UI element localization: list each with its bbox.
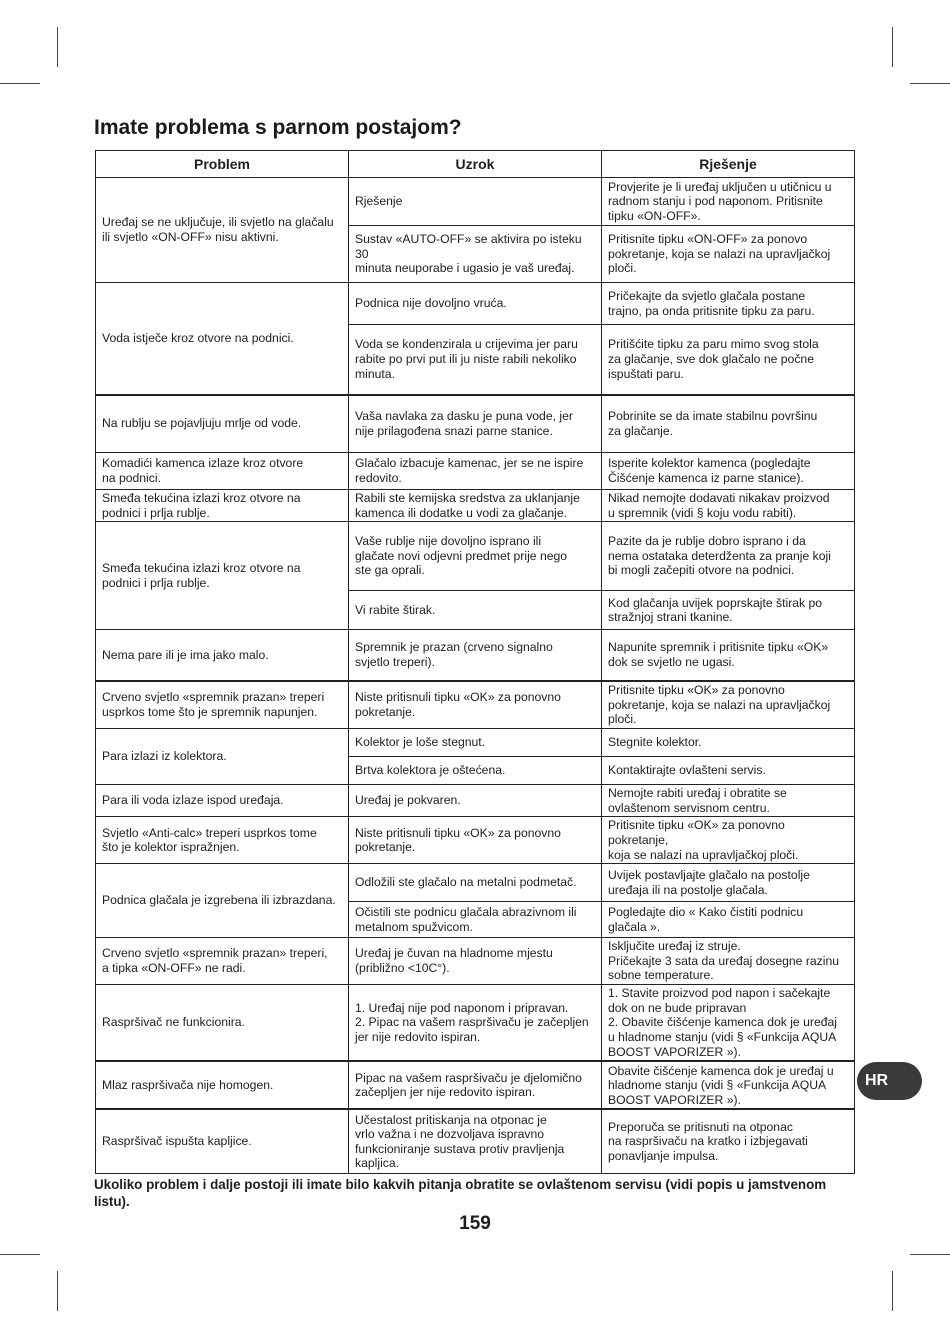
crop-mark bbox=[910, 83, 950, 84]
problem-cell bbox=[96, 1061, 349, 1109]
solution-cell bbox=[602, 395, 855, 453]
cause-text: Rabili ste kemijska sredstva za uklanjanje kamenca ili dodatke u vodi za glačanje. bbox=[355, 491, 580, 520]
cause-text: Učestalost pritiskanja na otponac je vrlo važna i ne dozvoljava ispravno funkcioniranje sustava protiv pravljenja kapljica. bbox=[355, 1112, 565, 1171]
cause-cell bbox=[349, 490, 602, 522]
table-row bbox=[96, 1109, 855, 1173]
cause-text: Niste pritisnuli tipku «OK» za ponovno pokretanje. bbox=[355, 690, 561, 719]
cause-cell bbox=[349, 395, 602, 453]
solution-text: Stegnite kolektor. bbox=[608, 735, 702, 750]
solution-cell bbox=[602, 1061, 855, 1109]
solution-text: Isključite uređaj iz struje. Pričekajte 3 sata da uređaj dosegne razinu sobne temperature. bbox=[608, 939, 840, 983]
cause-text: Niste pritisnuli tipku «OK» za ponovno pokretanje. bbox=[355, 825, 561, 855]
problem-cell bbox=[96, 785, 349, 817]
problem-text: Svjetlo «Anti-calc» treperi usprkos tome što je kolektor ispražnjen. bbox=[102, 825, 317, 855]
cause-cell bbox=[349, 453, 602, 490]
cause-cell bbox=[349, 785, 602, 817]
cause-cell bbox=[349, 864, 602, 902]
cause-text: Očistili ste podnicu glačala abrazivnom ili metalnom spužvicom. bbox=[355, 905, 577, 934]
cause-cell bbox=[349, 984, 602, 1061]
cause-text: 1. Uređaj nije pod naponom i pripravan. 2. Pipac na vašem raspršivaču je začepljen jer nije redovito ispiran. bbox=[355, 1000, 589, 1044]
problem-text: Smeđa tekućina izlazi kroz otvore na podnici i prlja rublje. bbox=[102, 491, 301, 520]
problem-cell bbox=[96, 283, 349, 395]
problem-cell bbox=[96, 630, 349, 681]
footer-note: Ukoliko problem i dalje postoji ili imate bilo kakvih pitanja obratite se ovlaštenom servisu (vidi popis u jamstvenom listu). bbox=[94, 1177, 827, 1209]
solution-text: Isperite kolektor kamenca (pogledajte Čišćenje kamenca iz parne stanice). bbox=[608, 456, 811, 485]
cause-cell bbox=[349, 1109, 602, 1173]
cause-cell bbox=[349, 630, 602, 681]
problem-text: Para ili voda izlaze ispod uređaja. bbox=[102, 793, 284, 808]
solution-text: Pazite da je rublje dobro isprano i da nema ostataka deterdženta za pranje koji bi mogli začepiti otvore na podnici. bbox=[608, 534, 831, 578]
table-row bbox=[96, 864, 855, 902]
table-row bbox=[96, 490, 855, 522]
solution-text: Kontaktirajte ovlašteni servis. bbox=[608, 763, 766, 778]
solution-cell bbox=[602, 902, 855, 938]
cause-text: Vi rabite štirak. bbox=[355, 602, 436, 617]
solution-text: Nemojte rabiti uređaj i obratite se ovlaštenom servisnom centru. bbox=[608, 786, 787, 815]
problem-text: Raspršivač ispušta kapljice. bbox=[102, 1134, 252, 1149]
table-row bbox=[96, 630, 855, 681]
solution-text: Provjerite je li uređaj uključen u utičnicu u radnom stanju i pod naponom. Pritisnite tipku «ON-OFF». bbox=[608, 179, 832, 223]
cause-text: Brtva kolektora je oštećena. bbox=[355, 763, 506, 778]
solution-text: Pričekajte da svjetlo glačala postane trajno, pa onda pritisnite tipku za paru. bbox=[608, 288, 815, 318]
cause-text: Vaše rublje nije dovoljno isprano ili glačate novi odjevni predmet prije nego ste ga oprali. bbox=[355, 534, 568, 578]
table-row bbox=[96, 938, 855, 985]
problem-cell bbox=[96, 938, 349, 985]
solution-text: Pritisnite tipku «OK» za ponovno pokretanje, koja se nalazi na upravljačkoj ploči. bbox=[608, 683, 831, 727]
solution-cell bbox=[602, 490, 855, 522]
problem-text: Crveno svjetlo «spremnik prazan» treperi, a tipka «ON-OFF» ne radi. bbox=[102, 946, 328, 976]
problem-text: Nema pare ili je ima jako malo. bbox=[102, 647, 269, 662]
solution-text: Napunite spremnik i pritisnite tipku «OK» dok se svjetlo ne ugasi. bbox=[608, 640, 829, 669]
crop-mark bbox=[57, 27, 58, 67]
cause-text: Spremnik je prazan (crveno signalno svjetlo treperi). bbox=[355, 640, 553, 669]
language-tab: HR bbox=[857, 1062, 922, 1100]
table-header-row bbox=[96, 151, 855, 178]
table-row bbox=[96, 283, 855, 325]
crop-mark bbox=[57, 1271, 58, 1311]
solution-cell bbox=[602, 630, 855, 681]
cause-cell bbox=[349, 681, 602, 729]
solution-text: Obavite čišćenje kamenca dok je uređaj u hladnome stanju (vidi § «Funkcija AQUA BOOST VAPORIZER »). bbox=[608, 1063, 834, 1107]
solution-cell bbox=[602, 938, 855, 985]
cause-cell bbox=[349, 902, 602, 938]
header-solution: Rješenje bbox=[602, 151, 855, 178]
problem-text: Raspršivač ne funkcionira. bbox=[102, 1015, 245, 1030]
problem-text: Smeđa tekućina izlazi kroz otvore na podnici i prlja rublje. bbox=[102, 561, 301, 590]
cause-text: Odložili ste glačalo na metalni podmetač. bbox=[355, 875, 577, 890]
cause-text: Vaša navlaka za dasku je puna vode, jer nije prilagođena snazi parne stanice. bbox=[355, 409, 573, 438]
solution-text: Preporuča se pritisnuti na otponac na raspršivaču na kratko i izbjegavati ponavljanje impulsa. bbox=[608, 1119, 808, 1163]
problem-cell bbox=[96, 864, 349, 938]
solution-cell bbox=[602, 226, 855, 283]
crop-mark bbox=[910, 1254, 950, 1255]
problem-cell bbox=[96, 453, 349, 490]
header-cause: Uzrok bbox=[349, 151, 602, 178]
problem-text: Para izlazi iz kolektora. bbox=[102, 749, 227, 764]
cause-text: Uređaj je čuvan na hladnome mjestu (približno <10C°). bbox=[355, 946, 553, 976]
page-number: 159 bbox=[459, 1213, 491, 1234]
cause-cell bbox=[349, 283, 602, 325]
cause-text: Podnica nije dovoljno vruća. bbox=[355, 296, 507, 311]
solution-cell bbox=[602, 785, 855, 817]
cause-cell bbox=[349, 522, 602, 591]
cause-text: Uređaj je pokvaren. bbox=[355, 793, 461, 808]
solution-cell bbox=[602, 178, 855, 226]
solution-cell bbox=[602, 864, 855, 902]
crop-mark bbox=[0, 83, 40, 84]
cause-cell bbox=[349, 757, 602, 785]
table-row bbox=[96, 395, 855, 453]
table-row bbox=[96, 178, 855, 226]
solution-cell bbox=[602, 817, 855, 864]
table-row bbox=[96, 729, 855, 757]
table-row bbox=[96, 453, 855, 490]
problem-cell bbox=[96, 729, 349, 785]
table-row bbox=[96, 1061, 855, 1109]
troubleshooting-table bbox=[95, 150, 855, 1174]
solution-cell bbox=[602, 1109, 855, 1173]
solution-text: Pritisnite tipku «OK» za ponovno pokretanje, koja se nalazi na upravljačkoj ploči. bbox=[608, 818, 799, 862]
problem-cell bbox=[96, 681, 349, 729]
solution-cell bbox=[602, 522, 855, 591]
problem-text: Uređaj se ne uključuje, ili svjetlo na glačalu ili svjetlo «ON-OFF» nisu aktivni. bbox=[102, 215, 334, 244]
table-row bbox=[96, 785, 855, 817]
problem-cell bbox=[96, 1109, 349, 1173]
solution-text: Pobrinite se da imate stabilnu površinu za glačanje. bbox=[608, 409, 818, 438]
cause-cell bbox=[349, 817, 602, 864]
solution-text: Pritišćite tipku za paru mimo svog stola za glačanje, sve dok glačalo ne počne ispuštati paru. bbox=[608, 337, 819, 381]
problem-text: Mlaz raspršivača nije homogen. bbox=[102, 1078, 274, 1093]
cause-cell bbox=[349, 729, 602, 757]
cause-text: Voda se kondenzirala u crijevima jer paru rabite po prvi put ili ju niste rabili nekoliko minuta. bbox=[355, 337, 578, 381]
solution-cell bbox=[602, 757, 855, 785]
cause-cell bbox=[349, 591, 602, 630]
crop-mark bbox=[0, 1254, 40, 1255]
solution-cell bbox=[602, 591, 855, 630]
crop-mark bbox=[892, 1271, 893, 1311]
solution-cell bbox=[602, 325, 855, 395]
solution-text: Pogledajte dio « Kako čistiti podnicu glačala ». bbox=[608, 905, 804, 934]
solution-cell bbox=[602, 283, 855, 325]
cause-text: Sustav «AUTO-OFF» se aktivira po isteku 30 minuta neuporabe i ugasio je vaš uređaj. bbox=[355, 232, 582, 276]
solution-text: Kod glačanja uvijek poprskajte štirak po stražnjoj strani tkanine. bbox=[608, 595, 823, 625]
problem-text: Crveno svjetlo «spremnik prazan» treperi usprkos tome što je spremnik napunjen. bbox=[102, 690, 325, 719]
problem-cell bbox=[96, 395, 349, 453]
crop-mark bbox=[892, 27, 893, 67]
solution-text: Pritisnite tipku «ON-OFF» za ponovo pokretanje, koja se nalazi na upravljačkoj ploči. bbox=[608, 232, 831, 276]
solution-cell bbox=[602, 984, 855, 1061]
header-problem: Problem bbox=[96, 151, 349, 178]
problem-text: Voda istječe kroz otvore na podnici. bbox=[102, 330, 294, 345]
cause-cell bbox=[349, 1061, 602, 1109]
problem-text: Na rublju se pojavljuju mrlje od vode. bbox=[102, 416, 302, 431]
cause-cell bbox=[349, 226, 602, 283]
problem-text: Komadići kamenca izlaze kroz otvore na podnici. bbox=[102, 456, 304, 485]
solution-text: Nikad nemojte dodavati nikakav proizvod u spremnik (vidi § koju vodu rabiti). bbox=[608, 491, 830, 520]
solution-cell bbox=[602, 453, 855, 490]
cause-cell bbox=[349, 938, 602, 985]
problem-cell bbox=[96, 522, 349, 630]
page-title: Imate problema s parnom postajom? bbox=[94, 116, 462, 139]
cause-text: Kolektor je loše stegnut. bbox=[355, 735, 486, 750]
table-row bbox=[96, 984, 855, 1061]
problem-cell bbox=[96, 178, 349, 283]
problem-cell bbox=[96, 817, 349, 864]
problem-text: Podnica glačala je izgrebena ili izbrazdana. bbox=[102, 893, 336, 908]
problem-cell bbox=[96, 490, 349, 522]
table-row bbox=[96, 522, 855, 591]
solution-text: 1. Stavite proizvod pod napon i sačekajte dok on ne bude pripravan 2. Obavite čišćenje kamenca dok je uređaj u hladnome stanju (vidi § «Funkcija AQUA BOOST VAPORIZER »). bbox=[608, 986, 837, 1059]
cause-text: Rješenje bbox=[355, 194, 403, 209]
cause-cell bbox=[349, 178, 602, 226]
cause-cell bbox=[349, 325, 602, 395]
table-row bbox=[96, 681, 855, 729]
solution-cell bbox=[602, 729, 855, 757]
problem-cell bbox=[96, 984, 349, 1061]
solution-cell bbox=[602, 681, 855, 729]
cause-text: Glačalo izbacuje kamenac, jer se ne ispire redovito. bbox=[355, 456, 584, 485]
cause-text: Pipac na vašem raspršivaču je djelomično začepljen jer nije redovito ispiran. bbox=[355, 1070, 582, 1100]
table-row bbox=[96, 817, 855, 864]
solution-text: Uvijek postavljajte glačalo na postolje uređaja ili na postolje glačala. bbox=[608, 868, 810, 897]
